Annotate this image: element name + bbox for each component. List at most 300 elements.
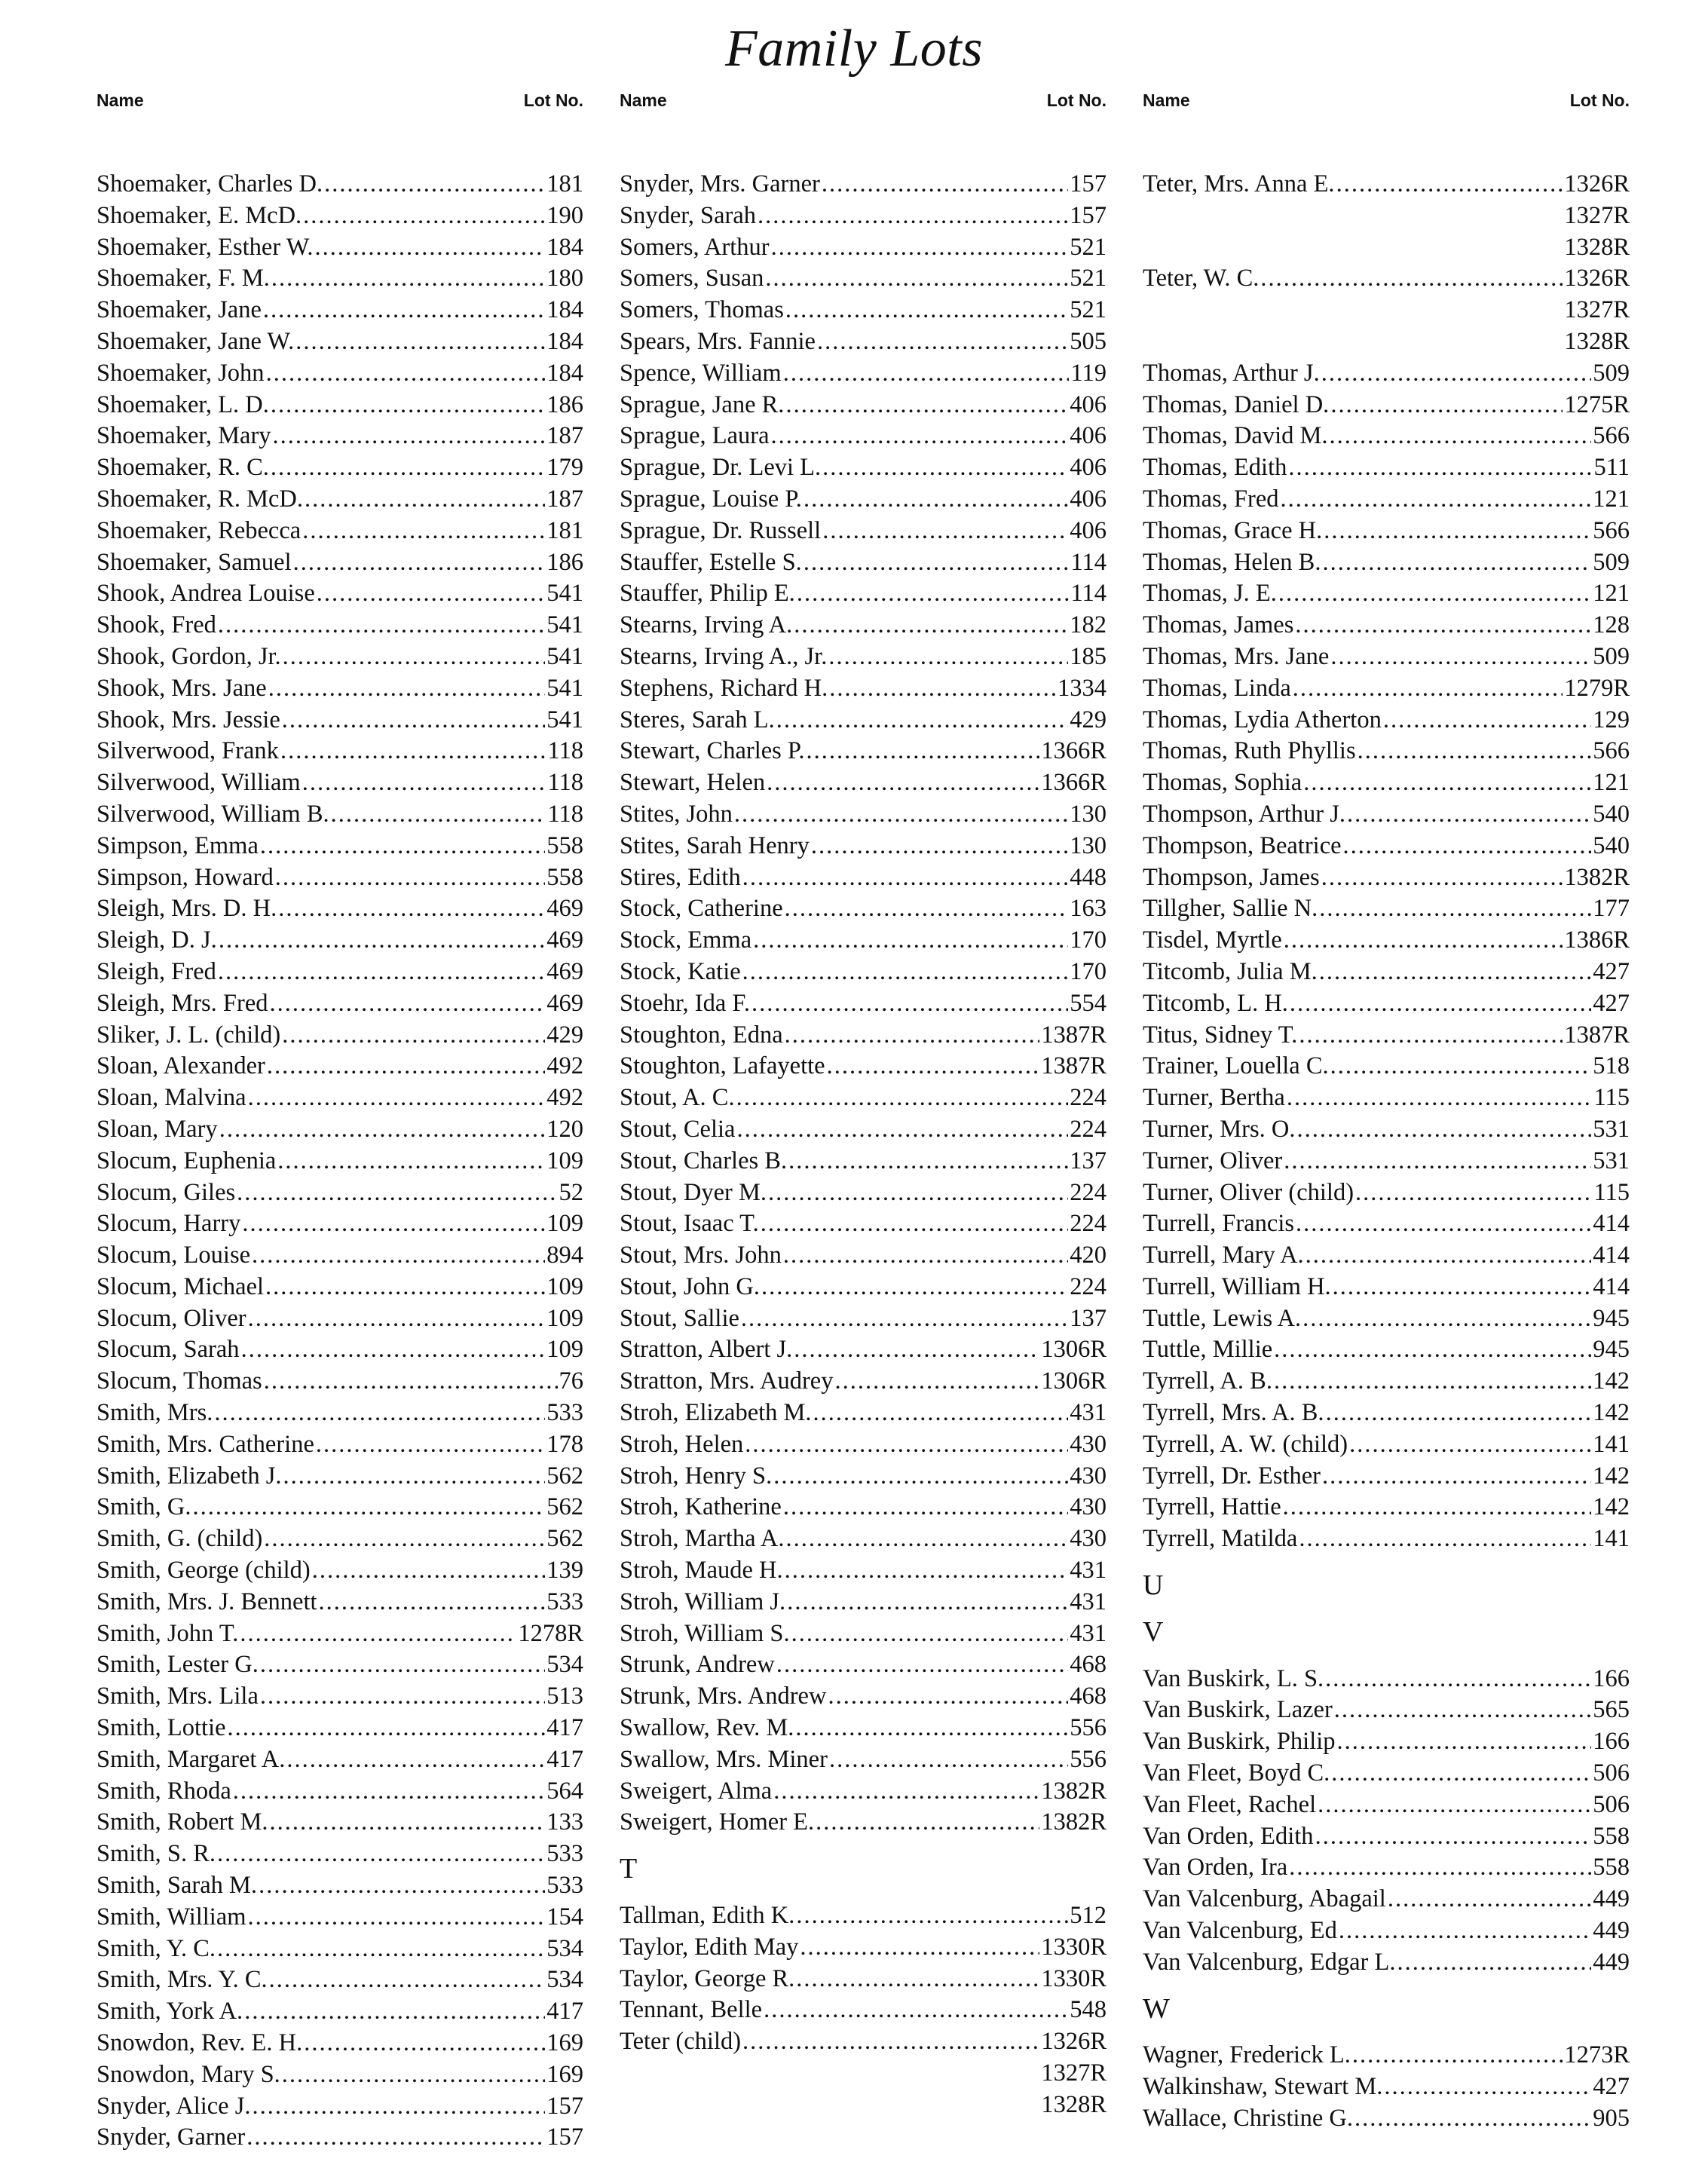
name-header: Name <box>620 90 667 110</box>
entry-lot: 186 <box>546 390 583 418</box>
entry-lot: 1275R <box>1564 390 1630 418</box>
entry-name: Slocum, Sarah <box>96 1336 240 1364</box>
list-item <box>1143 1051 1630 1082</box>
list-item <box>1143 641 1630 673</box>
list-item <box>1143 421 1630 452</box>
list-item <box>1143 1334 1630 1366</box>
entry-name: Turner, Mrs. O. <box>1143 1115 1296 1143</box>
entry-lot: 130 <box>1070 831 1107 859</box>
dot-leader <box>1318 1790 1591 1821</box>
entry-lot: 181 <box>546 170 583 197</box>
list-item <box>620 1995 1107 2026</box>
entry-name: Walkinshaw, Stewart M. <box>1143 2073 1383 2101</box>
list-item <box>96 1366 583 1398</box>
entry-name: Swallow, Rev. M. <box>620 1714 794 1742</box>
entry-lot: 509 <box>1593 548 1630 576</box>
entry-lot: 449 <box>1593 1948 1630 1976</box>
entry-name: Thomas, Linda <box>1143 674 1291 702</box>
dot-leader <box>316 1429 545 1461</box>
entry-lot: 558 <box>1593 1854 1630 1882</box>
entry-name: Van Orden, Edith <box>1143 1822 1314 1850</box>
list-item <box>96 767 583 799</box>
entry-name: Stratton, Mrs. Audrey <box>620 1367 834 1395</box>
entry-name: Stephens, Richard H. <box>620 674 828 702</box>
dot-leader <box>758 201 1068 232</box>
dot-leader <box>1289 1852 1591 1884</box>
dot-leader <box>1330 390 1563 421</box>
entry-name: Tillgher, Sallie N. <box>1143 895 1318 923</box>
dot-leader <box>768 1177 1068 1209</box>
dot-leader <box>1299 1020 1563 1052</box>
list-item <box>96 799 583 831</box>
entry-name: Smith, S. R. <box>96 1840 216 1868</box>
list-item <box>620 1807 1107 1839</box>
entry-lot: 141 <box>1593 1525 1630 1553</box>
dot-leader <box>1281 484 1592 516</box>
list-item <box>620 1334 1107 1366</box>
entry-lot: 430 <box>1070 1493 1107 1521</box>
entry-lot: 128 <box>1593 611 1630 639</box>
entry-lot: 556 <box>1070 1714 1107 1742</box>
dot-leader <box>260 831 545 862</box>
dot-leader <box>785 893 1069 925</box>
list-item <box>620 201 1107 232</box>
list-item <box>96 1240 583 1272</box>
entry-name: Stout, Sallie <box>620 1304 739 1332</box>
entry-lot: 120 <box>546 1115 583 1143</box>
name-header: Name <box>96 90 144 110</box>
entry-lot: 142 <box>1593 1493 1630 1521</box>
list-item <box>1143 1398 1630 1429</box>
dot-leader <box>233 1776 545 1808</box>
entry-name: Sleigh, Fred <box>96 957 216 985</box>
dot-leader <box>302 516 545 547</box>
entry-name: Thomas, Daniel D. <box>1143 390 1330 418</box>
list-item <box>1143 1915 1630 1947</box>
list-item <box>620 988 1107 1020</box>
entry-lot: 1387R <box>1041 1021 1107 1049</box>
dot-leader <box>829 1744 1068 1776</box>
list-item <box>1143 2071 1630 2103</box>
entry-name: Stauffer, Philip E. <box>620 580 795 608</box>
entry-name: Thomas, Mrs. Jane <box>1143 642 1330 670</box>
entry-name: Van Fleet, Boyd C. <box>1143 1759 1330 1787</box>
dot-leader <box>280 736 546 767</box>
entry-name: Snyder, Garner <box>96 2123 246 2151</box>
dot-leader <box>785 1555 1069 1587</box>
dot-leader <box>828 1681 1068 1713</box>
list-item <box>96 578 583 610</box>
list-item <box>620 516 1107 547</box>
lot-continuation <box>1143 201 1630 232</box>
list-item <box>620 1020 1107 1052</box>
dot-leader <box>218 957 545 988</box>
entry-list <box>1143 169 1630 2135</box>
list-item <box>96 1839 583 1870</box>
dot-leader <box>1325 1664 1591 1695</box>
dot-leader <box>317 578 545 610</box>
list-item <box>1143 452 1630 484</box>
entry-name: Slocum, Giles <box>96 1178 236 1206</box>
column-3 <box>1143 89 1630 2135</box>
entry-name: Van Valcenburg, Edgar L. <box>1143 1948 1396 1976</box>
entry-name: Teter, W. C. <box>1143 265 1260 292</box>
dot-leader <box>1319 957 1591 988</box>
list-item <box>620 925 1107 957</box>
entry-lot: 531 <box>1593 1115 1630 1143</box>
entry-name: Sleigh, D. J. <box>96 926 217 954</box>
list-item <box>96 547 583 579</box>
entry-lot: 115 <box>1593 1178 1630 1206</box>
entry-lot: 492 <box>546 1052 583 1080</box>
entry-lot: 224 <box>1070 1115 1107 1143</box>
entry-lot: 509 <box>1593 359 1630 387</box>
entry-lot: 224 <box>1070 1084 1107 1112</box>
list-item <box>96 421 583 452</box>
list-item <box>620 736 1107 767</box>
list-item <box>620 1177 1107 1209</box>
entry-name: Shoemaker, Jane W. <box>96 327 295 355</box>
dot-leader <box>324 169 545 201</box>
entry-lot: 534 <box>546 1934 583 1962</box>
entry-lot: 1366R <box>1041 769 1107 797</box>
entry-lot: 130 <box>1070 800 1107 828</box>
entry-lot: 129 <box>1593 706 1630 733</box>
list-item <box>620 358 1107 390</box>
entry-lot: 414 <box>1593 1272 1630 1300</box>
entry-name: Van Buskirk, L. S. <box>1143 1664 1324 1692</box>
entry-name: Silverwood, William <box>96 769 301 797</box>
dot-leader <box>248 1902 546 1934</box>
dot-leader <box>1303 767 1591 799</box>
entry-name: Stroh, Helen <box>620 1430 744 1458</box>
entry-lot: 186 <box>546 548 583 576</box>
entry-name: Stout, Isaac T. <box>620 1210 759 1238</box>
entry-name: Somers, Susan <box>620 265 764 292</box>
dot-leader <box>829 673 1056 705</box>
entry-lot: 169 <box>546 2029 583 2057</box>
dot-leader <box>265 1272 545 1303</box>
list-item <box>1143 1523 1630 1555</box>
list-item <box>96 1398 583 1429</box>
entry-name: Sprague, Louise P. <box>620 485 802 513</box>
entry-lot: 157 <box>1070 201 1107 229</box>
entry-name: Stratton, Albert J. <box>620 1336 793 1364</box>
entry-lot: 505 <box>1070 327 1107 355</box>
entry-lot: 180 <box>546 265 583 292</box>
entry-lot: 945 <box>1593 1336 1630 1364</box>
dot-leader <box>252 1240 545 1272</box>
entry-name: Shook, Mrs. Jane <box>96 674 267 702</box>
entry-name: Stroh, Katherine <box>620 1493 782 1521</box>
entry-lot: 513 <box>546 1683 583 1710</box>
list-item <box>620 1051 1107 1082</box>
list-item <box>1143 1146 1630 1177</box>
entry-lot: 429 <box>546 1021 583 1049</box>
entry-lot: 492 <box>546 1084 583 1112</box>
entry-lot: 109 <box>546 1272 583 1300</box>
list-item <box>620 547 1107 579</box>
entry-name: Spence, William <box>620 359 782 387</box>
dot-leader <box>1274 1366 1591 1398</box>
entry-name: Stout, Celia <box>620 1115 736 1143</box>
entry-lot: 511 <box>1593 454 1630 482</box>
entry-name: Van Buskirk, Lazer <box>1143 1696 1333 1724</box>
dot-leader <box>304 2028 545 2059</box>
entry-name: Thomas, David M. <box>1143 422 1328 450</box>
entry-lot: 166 <box>1593 1728 1630 1756</box>
entry-name: Stites, John <box>620 800 733 828</box>
entry-lot: 1306R <box>1041 1336 1107 1364</box>
lot-continuation <box>1143 295 1630 326</box>
list-item <box>620 673 1107 705</box>
entry-name: Stock, Catherine <box>620 895 783 923</box>
list-item <box>620 452 1107 484</box>
list-item <box>1143 547 1630 579</box>
entry-lot: 121 <box>1593 485 1630 513</box>
entry-name: Strunk, Andrew <box>620 1651 775 1679</box>
dot-leader <box>271 263 545 295</box>
dot-leader <box>827 1051 1040 1082</box>
list-item <box>620 1208 1107 1240</box>
entry-lot: 185 <box>1070 642 1107 670</box>
entry-name: Smith, Sarah M. <box>96 1872 258 1900</box>
dot-leader <box>271 390 545 421</box>
list-item <box>96 988 583 1020</box>
dot-leader <box>263 295 545 326</box>
dot-leader <box>282 705 545 736</box>
column-header <box>96 89 583 112</box>
entry-lot: 521 <box>1070 296 1107 324</box>
dot-leader <box>275 862 546 894</box>
list-item <box>1143 1695 1630 1726</box>
entry-lot: 427 <box>1593 2073 1630 2101</box>
list-item <box>96 295 583 326</box>
entry-lot: 534 <box>546 1966 583 1994</box>
entry-lot: 118 <box>547 800 583 828</box>
entry-lot: 431 <box>1070 1619 1107 1647</box>
dot-leader <box>776 1649 1068 1681</box>
list-item <box>620 484 1107 516</box>
entry-lot: 177 <box>1593 895 1630 923</box>
dot-leader <box>785 390 1068 421</box>
entry-name: Snyder, Sarah <box>620 201 757 229</box>
entry-lot: 414 <box>1593 1210 1630 1238</box>
entry-lot: 1328R <box>1041 2090 1107 2118</box>
list-item <box>620 705 1107 736</box>
dot-leader <box>295 326 545 358</box>
dot-leader <box>260 1649 545 1681</box>
entry-list <box>620 169 1107 2121</box>
entry-lot: 1326R <box>1041 2028 1107 2056</box>
entry-name: Stroh, Elizabeth M. <box>620 1399 812 1427</box>
dot-leader <box>1290 988 1591 1020</box>
entry-lot: 1327R <box>1041 2059 1107 2087</box>
entry-name: Stock, Katie <box>620 957 741 985</box>
name-header: Name <box>1143 90 1190 110</box>
entry-name: Trainer, Louella C. <box>1143 1052 1329 1080</box>
entry-lot: 182 <box>1070 611 1107 639</box>
entry-name: Shook, Gordon, Jr. <box>96 642 281 670</box>
entry-lot: 894 <box>546 1242 583 1269</box>
dot-leader <box>1333 1272 1592 1303</box>
entry-lot: 406 <box>1070 485 1107 513</box>
entry-name: Titus, Sidney T. <box>1143 1021 1298 1049</box>
entry-lot: 512 <box>1070 1902 1107 1930</box>
entry-lot: 533 <box>546 1588 583 1615</box>
entry-lot: 1330R <box>1041 1933 1107 1961</box>
entry-name: Tennant, Belle <box>620 1996 763 2024</box>
list-item <box>96 263 583 295</box>
dot-leader <box>1337 1726 1592 1758</box>
dot-leader <box>1284 925 1563 957</box>
entry-lot: 119 <box>1070 359 1107 387</box>
column-1 <box>96 89 583 2154</box>
dot-leader <box>822 169 1068 201</box>
dot-leader <box>742 957 1069 988</box>
dot-leader <box>1278 578 1591 610</box>
entry-name: Sprague, Dr. Russell <box>620 516 822 544</box>
entry-name: Tyrrell, Hattie <box>1143 1493 1281 1521</box>
section-letter: W <box>1143 1992 1170 2025</box>
list-item <box>620 169 1107 201</box>
list-item <box>1143 484 1630 516</box>
list-item <box>1143 1852 1630 1884</box>
list-item <box>96 1681 583 1713</box>
dot-leader <box>1354 2103 1591 2135</box>
dot-leader <box>813 1398 1069 1429</box>
dot-leader <box>785 295 1068 326</box>
dot-leader <box>783 1240 1068 1272</box>
list-item <box>1143 1303 1630 1335</box>
list-item <box>96 1082 583 1114</box>
list-item <box>1143 1020 1630 1052</box>
dot-leader <box>785 1020 1040 1052</box>
entry-name: Van Buskirk, Philip <box>1143 1728 1336 1756</box>
entry-name: Smith, Mrs. Catherine <box>96 1430 314 1458</box>
lot-header: Lot No. <box>1569 90 1630 110</box>
list-item <box>96 1303 583 1335</box>
dot-leader <box>803 547 1070 579</box>
list-item <box>96 1334 583 1366</box>
entry-lot: 181 <box>546 516 583 544</box>
dot-leader <box>271 452 545 484</box>
entry-lot: 121 <box>1593 580 1630 608</box>
dot-leader <box>1260 263 1563 295</box>
dot-leader <box>217 1839 545 1870</box>
dot-leader <box>237 1177 557 1209</box>
entry-lot: 406 <box>1070 516 1107 544</box>
entry-lot: 118 <box>547 737 583 765</box>
entry-name: Shook, Andrea Louise <box>96 580 315 608</box>
entry-name: Tisdel, Myrtle <box>1143 926 1282 954</box>
list-item <box>1143 1758 1630 1790</box>
entry-lot: 945 <box>1593 1304 1630 1332</box>
list-item <box>96 1429 583 1461</box>
entry-lot: 905 <box>1593 2105 1630 2133</box>
entry-lot: 1327R <box>1564 296 1630 324</box>
dot-leader <box>1322 547 1591 579</box>
entry-lot: 139 <box>546 1557 583 1585</box>
dot-leader <box>767 767 1039 799</box>
entry-name: Stearns, Irving A. <box>620 611 793 639</box>
dot-leader <box>776 705 1068 736</box>
entry-lot: 533 <box>546 1399 583 1427</box>
dot-leader <box>293 547 546 579</box>
entry-lot: 170 <box>1070 957 1107 985</box>
entry-lot: 1328R <box>1564 233 1630 261</box>
list-item <box>96 893 583 925</box>
dot-leader <box>268 673 546 705</box>
dot-leader <box>282 2059 545 2091</box>
dot-leader <box>807 736 1040 767</box>
entry-lot: 1326R <box>1564 170 1630 197</box>
entry-name: Thomas, Lydia Atherton <box>1143 706 1382 733</box>
entry-lot: 562 <box>546 1462 583 1490</box>
dot-leader <box>742 2026 1039 2058</box>
entry-name: Shoemaker, Mary <box>96 422 271 450</box>
entry-name: Sweigert, Alma <box>620 1777 773 1805</box>
entry-name: Sweigert, Homer E. <box>620 1808 815 1836</box>
list-item <box>96 1051 583 1082</box>
entry-name: Sliker, J. L. (child) <box>96 1021 281 1049</box>
list-item <box>620 1492 1107 1523</box>
dot-leader <box>1322 1461 1591 1493</box>
entry-lot: 414 <box>1593 1242 1630 1269</box>
entry-name: Tyrrell, Matilda <box>1143 1525 1298 1553</box>
entry-lot: 469 <box>546 989 583 1017</box>
entry-lot: 540 <box>1593 831 1630 859</box>
list-item <box>1143 1664 1630 1695</box>
dot-leader <box>305 484 545 516</box>
list-item <box>620 641 1107 673</box>
entry-name: Tyrrell, A. B. <box>1143 1367 1272 1395</box>
dot-leader <box>783 1492 1068 1523</box>
entry-name: Stout, A. C. <box>620 1084 735 1112</box>
list-item <box>1143 390 1630 421</box>
entry-lot: 427 <box>1593 989 1630 1017</box>
list-item <box>96 1964 583 1996</box>
list-item <box>96 390 583 421</box>
dot-leader <box>1347 799 1591 831</box>
entry-name: Smith, George (child) <box>96 1557 311 1585</box>
entry-name: Shoemaker, Samuel <box>96 548 292 576</box>
list-item <box>620 799 1107 831</box>
entry-lot: 1382R <box>1041 1777 1107 1805</box>
entry-lot: 1382R <box>1564 863 1630 891</box>
list-item <box>620 326 1107 358</box>
list-item <box>96 957 583 988</box>
entry-name: Sprague, Laura <box>620 422 770 450</box>
list-item <box>96 2059 583 2091</box>
list-item <box>620 1303 1107 1335</box>
entry-name: Slocum, Euphenia <box>96 1147 277 1174</box>
list-item <box>96 925 583 957</box>
entry-lot: 121 <box>1593 769 1630 797</box>
entry-lot: 133 <box>546 1808 583 1836</box>
lot-header: Lot No. <box>523 90 583 110</box>
list-item <box>96 705 583 736</box>
list-item <box>1143 169 1630 201</box>
dot-leader <box>242 1208 545 1240</box>
entry-lot: 469 <box>546 895 583 923</box>
dot-leader <box>1295 610 1591 641</box>
entry-lot: 1386R <box>1564 926 1630 954</box>
list-item <box>620 1114 1107 1146</box>
entry-lot: 184 <box>546 359 583 387</box>
entry-lot: 154 <box>546 1903 583 1931</box>
entry-lot: 562 <box>546 1493 583 1521</box>
